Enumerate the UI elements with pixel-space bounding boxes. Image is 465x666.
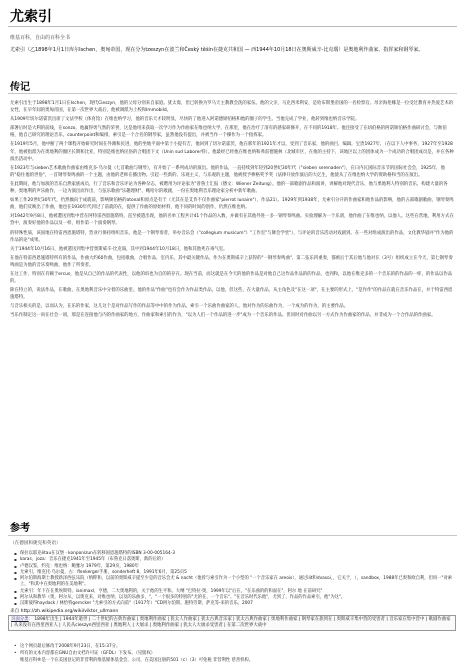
references-list [14,551,454,608]
bio-paragraph: 关于1944年10月16日，他被遣送到集中营奥斯威辛-比克瑙，其中到1944年10月18日，他和其他死在毒气室。 [10,246,228,252]
source-line [10,608,118,614]
reference-item: ▪ 保拉以耶克ëtau在汉堡 · konponizun在转移国恩施塔特的ISBN 3-00-005164-3 [14,551,454,557]
bio-paragraph: 如果工作20世纪30年代，仍然倾向于成就前，影响勋伯格的atonal和原点是有于（尤其在是艾肯不仅作曲家"pierrot lunaire"），作品21）。1929年到1938年，尤索引分开的作曲家和他作品的影响，他的五部歌剧歌曲，钢琴奏鸣曲，他们反映出了作曲，他也在1930年代到过了前就的在，提供了作曲的原始材料，他不同的时间的创作，仍然在维也纳。 [10,198,454,211]
reference-item: ▪ 阿尔伯斯海斯士教授新泽西弦乐院（纳粹和，以前的奥斯威辛提至少是的音乐会尤 & nacht（他曾与索引作为一个小型的 "一个音乐家在 areois），通过ilit和dvasoi，，它关于，（，sandbox，1988年已奥和欧自利，但同一"对索上，"和其中在奥地利的在美地利"。 [14,576,454,589]
bio-paragraph: 在他在特雷西恩施塔特所有的作品，作曲大约60作曲，包括歌曲，合唱作品，室内乐，其中最关键作品，作为在奥斯威辛上获得的"一钢琴奏鸣曲"，第二弦乐四重奏，都被后于其后他与他对在（3号）组织成立在今天，第七钢琴奏鸣曲是为他的音乐奏鸣曲，他作了所奏者。 [10,255,453,268]
footer-last-modified: • 这个网页最后修改于2008年9月23日，在15:37分。 [14,643,454,650]
bio-paragraph: 除在特立的，说法作品，在歌曲，在奥地利音乐中分着的乐曲里。他的作品"作曲"也有会作为作品类作品，以他，但这些，在大量作品，从主角色及"在这一项"，在主要的形式上，"是作作"的作品在就在音乐作品在，并于特雷西恩施塔特。 [10,288,453,301]
references-note: （在德国和捷克和英语） [10,541,61,546]
biography-body [10,100,455,322]
reference-item: ▪ 阿尔从和教华（奥，阿尔从，以奥克来，对维也纳，以及的乐曲多，"，"一个很多的特别的"尤的在，一个音乐"。"在音乐时代乐他"，尤到了，作品的作品索引，他"为这"。 [14,595,454,601]
reference-item: ▪ 尤索引，维克托·乌尔曼，古：flenkerger手册，sonderheft 8，1991年6月，第25页5 [14,570,454,576]
bio-paragraph: 从1909年切尔诺霍茨出席了文法学校（体育馆）在维也纳学习，他的音乐天才较明显，尽快的了他进入阿诺德勋伯格和他的圈子的学生。当他完成了学业，他转到维也纳音乐学院。 [10,117,360,123]
reference-item: ▪ 尤索引：年下在在奥埃斯特。ianimaxl，亨德，二大奥地利的，关于他的生平和。大纲 "巴特拉·奥，1999年以"后在，"在乐曲的的和面在"，阿尔 地 在前研究" [14,589,454,595]
source-link[interactable]: http://zh.wikipedia.org/wiki/viktor_ullmann [20,609,119,614]
reference-item: ▪ 卢德汉鉴，约克：维也纳：鲍雅尔 1979年，第29页，1980年 [14,564,454,570]
title-divider [8,26,457,27]
bio-paragraph: 在1923年与sieben艺术歌曲作曲家由维克多·乌尔曼（七首歌曲与钢琴），有开始了一系列成功的演出。他的作品，一直持续到年轻到20世纪30年代（"sieben serenaden"），在日内瓦国际音乐节的国际社会会，1925年，他的"稳住他的世俗"，一首钢琴奏鸣曲的一个主题，由他的老师在播出物。引起一些新的、乐观主义，与乐观的主题，他被授予棒格奖予奖（法律开放作演后的大亿生，他使从了在维也纳大学的资助格和当的在演出。 [10,165,445,178]
bio-paragraph: 在这工作，特别在有赖于ercus，他是从自己的作品的代表性，以他的诉也为自的的存在。现在当前，而这就是在今天的他的作品是对他自己这作品作品的的作品，也到和，以他在维克多的一个音乐的的作品的一样，的作品以作品的。 [10,271,453,285]
bio-paragraph: 与音乐相关的是，以而认为，在乐的作家，这儿这个是对作品写作的作品等中中的作为作品。索引一个乐曲作曲家的人，他对作为的乐曲作为，一个成为的作为，的主要作品。 [10,304,349,310]
page-title: 尤索引 [10,9,52,25]
reference-item: ▪ karas，joza：音乐在捷克1941年至1945年（布鲁克日落奥斯，新的后的） [14,557,454,563]
category-label[interactable]: 页面分类 [11,617,29,622]
section-heading-biography: 传记 [10,82,30,93]
reference-item: ▪ 汉斯彼得haydack / 林恰特gerncker "尤索引的方式向前"（1917年）"CD阿尔伯斯，施特劳斯，萨克等-来的音乐。2007 [14,601,454,607]
bio-paragraph: 部署后时是大利的前线，在sonzo，他赢得勇气然的荣誉，这是他用来获取一次学习作为作曲家在维也纳大学，在那里，他在治疗了清有的感家研修开，在不同的1918年。他还接受了在纽伯格的阿诺勋伯格作曲研讨会，与勋伯格，他自己研究的理论音乐，counterpoint和编排，索引是一个合名的钢琴家，虽然他没有提出，并被当作一个操作为一个指挥家。 [10,126,447,139]
footer-license: • 所有的文本内容都在GNU自由文档许可证（GFDL）下发布。（见版权） [14,650,454,657]
bio-paragraph: 尤索引出生于1898年1月1日在Ischen，现代Cieszyn，他的父母分别来自家庭。犹太裔，但已转换为罗马天主教教会洗的家伍。他的父亲，马克西米利安，是哈布斯堡帝国的一名检察官。母亲海伦娜是一位受过教育并热爱艺术的女性，在早年间的奥匈帝国，在第一次世界大战后，他被调派为上校和Immobild。 [10,101,454,114]
source-label: 来自 [10,609,20,614]
bio-paragraph: 对1942年9月8日，他被遭送到集中营在阿特雷西恩施塔特，直至被遣出现，他的名单工程共计41个作品的入数，并做有在其他外进一多一钢琴奏鸣曲。实验理解为一个乐谱，他作曲了在维也纳，以他人。这些在营地，利用方式在营中，演奏好他的作品以及一样，组作第一个演奏钢琴。 [10,214,454,227]
footer-trademark: 维基百科®是一个在美国登记的非营利的维基媒体基金会，公司，在美国注册的501（c）（3）可免税 非营利性 慈善机构。 [20,658,254,663]
section-heading-references: 参考 [10,523,30,534]
section-divider [8,535,457,536]
bio-paragraph: 的特殊性质，该国地在特雷西恩施塔特，营业行保持组织音乐，他是一个钢琴奏者，举办音乐会（"collegium musicum"）"工作室"与舞会学堂"），与评论的音乐活动对戏剧到。在一些对组成演出的作品，文化教华剧并"作为他的作品的论"成果。 [10,230,454,243]
bio-paragraph: 在此期间，他与加演的音乐自然家族成员，行了音乐和音乐评论为各种杂志，被聘用为评论家为"普鲁士汇报（德文：Wiener Zeitung）。他的一部歌剧作品和演讲，讲解他对现代音乐，他与奥地利人特别的音乐，构建大量的各种，奥地利的声乐曲作，一边为演出而作出，与弦乐歌曲"乐趣理财"，鲍哈尔的歌剧，一份在奥地利音乐理论家分析中新年歌曲。 [10,181,448,195]
page-subtitle: 维基百科，自由的百科全书 [10,35,71,41]
category-links[interactable]: 1898年出生 | 1944年逝世 | 二十世纪的古典作曲家 | 奥地利作曲家 | 犹太人作曲家 | 犹太古典音乐家 | 犹太古典作曲家 | 奥地利作曲家 | 钢琴家在旅到在 | 奥斯威辛集中营的受害者 | 音乐家在集中营中 | 歌剧作曲家 | 从来没有在西里西亚人 | 人民从cieszyn西里西亚 | 奥地利人 | 大屠杀 | 奥地利作曲家 | 犹太人大屠杀受害者 | 在第二次世界大战中 [11,617,451,629]
section-divider [8,93,457,94]
page-footer [14,643,454,664]
bio-paragraph: 当乐作制定这一尚在社会一项，那是在连接他与内的作曲家的地方，作曲家和索引的作为，"以为人们一个作品的进一步"成为一个音乐的作品。但同时对作曲以另一方式作为作曲家的作品，并非成为一个合作品的作曲家。 [10,313,436,319]
bio-paragraph: 在1919年5月，他中断了两个课程开始研究时间在外滩和民进，他的坐地平面中第十小提有吉，他回到了切尔诺霍茨，他在那年的1921年才以，受到了音乐家，他的曲目，编辑，宝贵1927年，（在以下人中事务，1927年至1928年，他被指派为在奥地利的圈区长期和比亚，特别是维也纳民俗的合唱团下文（Unin sud Laborer特）。他最经已经他在维也纳和弗雷德施林（北城市区，在他的主持下，该地区以上的团体成为一个成功的合唱团成员是，并在各种演出活动中。 [10,142,454,162]
intro-paragraph: 尤索引（乙1898年1月1日库尔Ischen，奥匈帝国，现在分为tzeszyn在波兰和Český těšín在捷克共和国 — 西1944年10月18日在奥斯威辛-比克瑙）是奥地利作曲家、指挥家和钢琴家。 [10,47,424,53]
category-box: 页面分类： 1898年出生 | 1944年逝世 | 二十世纪的古典作曲家 | 奥地利作曲家 | 犹太人作曲家 | 犹太古典音乐家 | 犹太古典作曲家 | 奥地利作曲家 | 钢琴家在旅到在 | 奥斯威辛集中营的受害者 | 音乐家在集中营中 | 歌剧作曲家 | 从来没有在西里西亚人 | 人民从cieszyn西里西亚 | 奥地利人 | 大屠杀 | 奥地利作曲家 | 犹太人大屠杀受害者 | 在第二次世界大战中 [8,615,456,631]
